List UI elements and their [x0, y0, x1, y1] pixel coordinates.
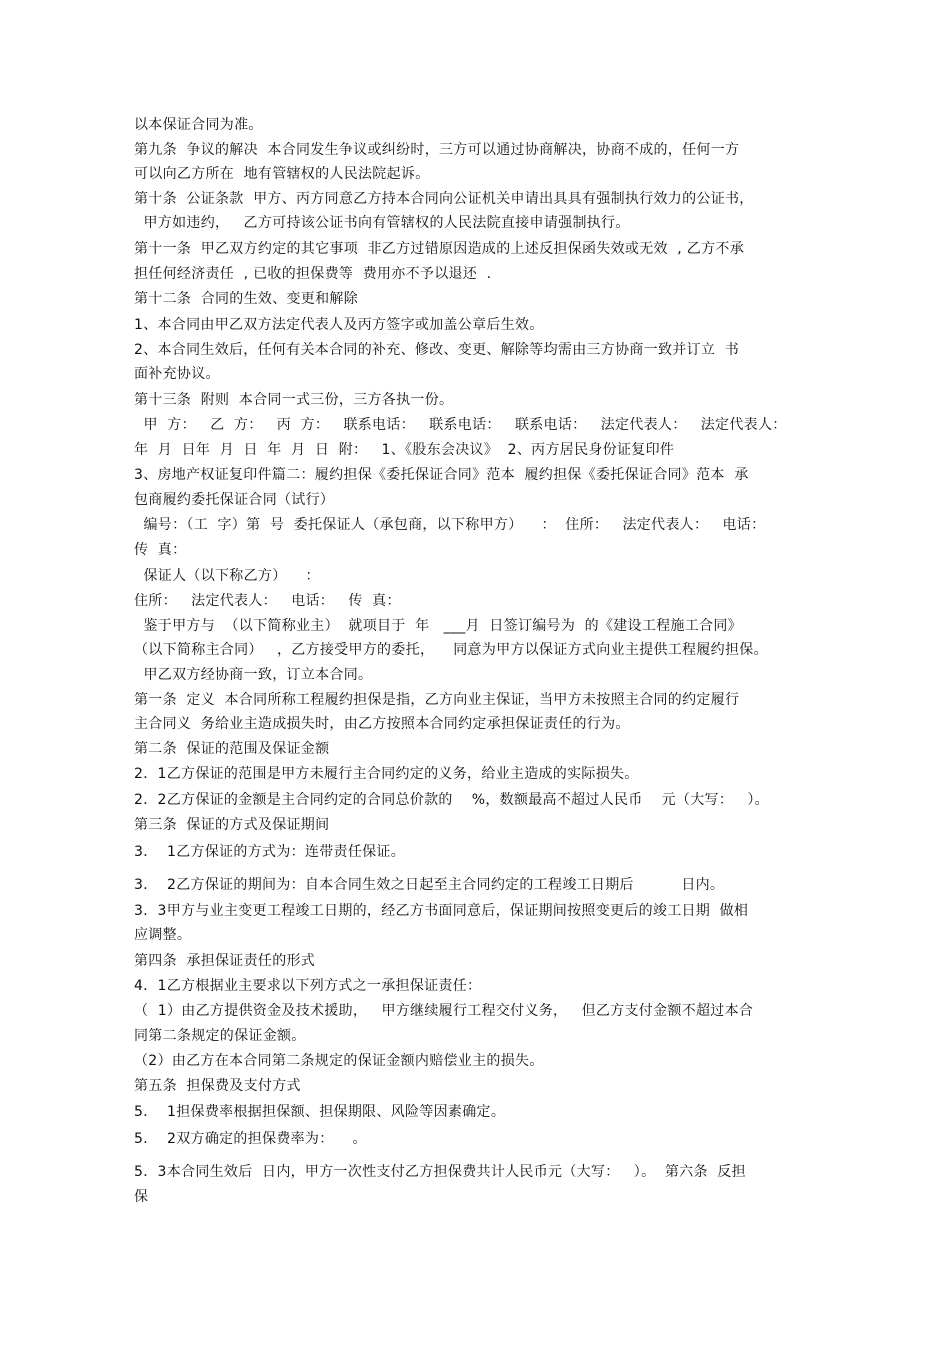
text-line: 甲 方： 乙 方： 丙 方： 联系电话： 联系电话： 联系电话： 法定代表人： 法定代表人： — [134, 417, 787, 433]
text-line: 甲乙双方经协商一致，订立本合同。 — [134, 667, 373, 683]
text-line: 第四条 承担保证责任的形式 — [134, 953, 316, 969]
text-line: 第二条 保证的范围及保证金额 — [134, 741, 330, 757]
text-line: 鉴于甲方与 （以下简称业主） 就项目于 年 ___月 日签订编号为 的《建设工程施工合同》 — [134, 618, 742, 634]
text-line: （以下简称主合同） ，乙方接受甲方的委托， 同意为甲方以保证方式向业主提供工程履约担保。 — [134, 642, 768, 658]
text-line: 以本保证合同为准。 — [134, 117, 263, 133]
text-line: 5．3本合同生效后 日内，甲方一次性支付乙方担保费共计人民币元（大写： ）。 第六条 反担 — [134, 1164, 746, 1180]
text-line: 4．1乙方根据业主要求以下列方式之一承担保证责任： — [134, 978, 482, 994]
text-line: 住所： 法定代表人： 电话： 传 真： — [134, 593, 401, 609]
text-line: 第九条 争议的解决 本合同发生争议或纠纷时，三方可以通过协商解决，协商不成的，任何一方 — [134, 142, 740, 158]
text-line: 保证人（以下称乙方） ： — [134, 568, 320, 584]
text-line: （ 1）由乙方提供资金及技术援助， 甲方继续履行工程交付义务， 但乙方支付金额不超过本合 — [134, 1003, 754, 1019]
text-line: 可以向乙方所在 地有管辖权的人民法院起诉。 — [134, 166, 430, 182]
text-line: 应调整。 — [134, 927, 192, 943]
text-line: 第十条 公证条款 甲方、丙方同意乙方持本合同向公证机关申请出具具有强制执行效力的公证书， — [134, 191, 754, 207]
text-line: 包商履约委托保证合同（试行） — [134, 492, 335, 508]
text-line: 同第二条规定的保证金额。 — [134, 1028, 306, 1044]
text-line: 3、房地产权证复印件篇二：履约担保《委托保证合同》范本 履约担保《委托保证合同》范本 承 — [134, 467, 749, 483]
text-line: 1、本合同由甲乙双方法定代表人及丙方签字或加盖公章后生效。 — [134, 317, 544, 333]
text-line: 第一条 定义 本合同所称工程履约担保是指，乙方向业主保证，当甲方未按照主合同的约定履行 — [134, 692, 740, 708]
text-line: 第五条 担保费及支付方式 — [134, 1078, 301, 1094]
text-line: 5． 2双方确定的担保费率为： 。 — [134, 1131, 367, 1147]
text-line: 3． 1乙方保证的方式为：连带责任保证。 — [134, 844, 406, 860]
text-line: 面补充协议。 — [134, 366, 220, 382]
text-line: 第十一条 甲乙双方约定的其它事项 非乙方过错原因造成的上述反担保函失效或无效 , 乙方不承 — [134, 241, 744, 257]
text-line: （2）由乙方在本合同第二条规定的保证金额内赔偿业主的损失。 — [134, 1053, 544, 1069]
text-line: 2．2乙方保证的金额是主合同约定的合同总价款的 %，数额最高不超过人民币 元（大写： ）。 — [134, 792, 769, 808]
text-line: 5． 1担保费率根据担保额、担保期限、风险等因素确定。 — [134, 1104, 506, 1120]
text-line: 第三条 保证的方式及保证期间 — [134, 817, 330, 833]
text-line: 保 — [134, 1189, 149, 1205]
text-line: 甲方如违约， 乙方可持该公证书向有管辖权的人民法院直接申请强制执行。 — [134, 215, 630, 231]
text-line: 编号：（工 字）第 号 委托保证人（承包商，以下称甲方） ： 住所： 法定代表人： 电话： — [134, 517, 766, 533]
text-line: 主合同义 务给业主造成损失时，由乙方按照本合同约定承担保证责任的行为。 — [134, 716, 630, 732]
text-line: 2．1乙方保证的范围是甲方未履行主合同约定的义务，给业主造成的实际损失。 — [134, 766, 639, 782]
text-line: 担任何经济责任 , 已收的担保费等 费用亦不予以退还 . — [134, 266, 492, 282]
text-line: 3． 2乙方保证的期间为：自本合同生效之日起至主合同约定的工程竣工日期后 日内。 — [134, 877, 725, 893]
text-line: 第十三条 附则 本合同一式三份，三方各执一份。 — [134, 392, 454, 408]
text-line: 3．3甲方与业主变更工程竣工日期的，经乙方书面同意后，保证期间按照变更后的竣工日期 做相 — [134, 903, 749, 919]
text-line: 年 月 日年 月 日 年 月 日 附： 1、《股东会决议》 2、丙方居民身份证复印件 — [134, 442, 675, 458]
text-line: 2、本合同生效后，任何有关本合同的补充、修改、变更、解除等均需由三方协商一致并订立 书 — [134, 342, 740, 358]
text-line: 第十二条 合同的生效、变更和解除 — [134, 291, 358, 307]
text-line: 传 真： — [134, 542, 187, 558]
